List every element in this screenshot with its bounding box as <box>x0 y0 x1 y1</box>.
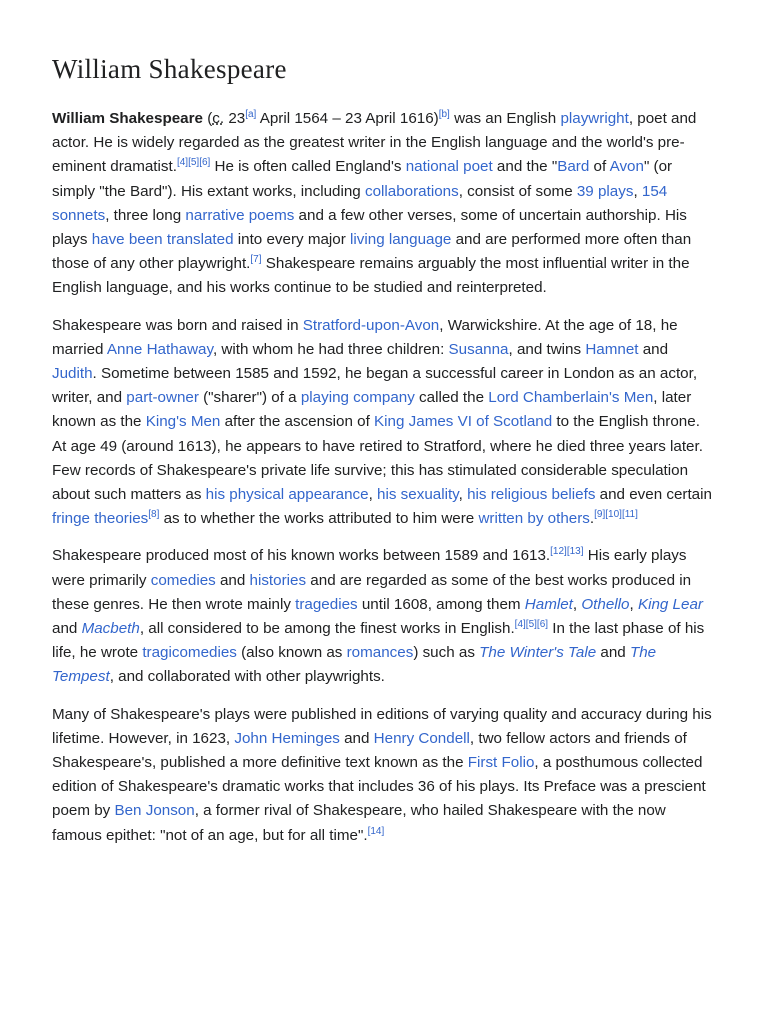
reference-marker <box>515 619 526 630</box>
article-link[interactable]: Susanna <box>448 340 509 358</box>
article-link[interactable]: Stratford-upon-Avon <box>302 316 440 334</box>
reference-link[interactable]: [10] <box>605 509 622 521</box>
text-run: Shakespeare produced most of his known works between 1589 and 1613. <box>52 547 551 565</box>
text-run: , and twins <box>508 340 586 358</box>
reference-marker <box>622 509 638 520</box>
text-run: into every major <box>233 231 351 249</box>
text-run: 23 <box>224 110 246 127</box>
article-link[interactable]: living language <box>350 231 452 249</box>
article-link-title[interactable]: Hamlet <box>524 595 573 613</box>
text-run: , consist of some <box>458 182 577 200</box>
text-run: and the " <box>492 158 558 176</box>
text-run: In the last phase of his life, he wrote <box>52 620 705 662</box>
paragraph <box>52 314 716 532</box>
text-run: April 1564 – 23 April 1616) <box>256 110 439 127</box>
text-run: , with whom he had three children: <box>212 340 449 358</box>
article-link-title[interactable]: The Tempest <box>52 644 657 686</box>
text-run: , two fellow actors and friends of Shakespeare's, published a more definitive text known as the <box>52 729 687 772</box>
article-link[interactable]: fringe theories <box>52 510 149 528</box>
article-link[interactable]: comedies <box>150 571 216 589</box>
paragraph <box>52 107 716 301</box>
reference-marker <box>567 546 584 557</box>
paragraph <box>52 703 716 848</box>
text-run: , <box>458 486 468 504</box>
article-link[interactable]: written by others <box>478 510 590 528</box>
article-link[interactable]: playwright <box>560 110 629 127</box>
text-run: until 1608, among them <box>357 595 525 613</box>
article-link[interactable]: Lord Chamberlain's Men <box>488 389 654 407</box>
text-run: " (or simply "the Bard"). His extant works, including <box>52 158 673 200</box>
text-run: ( <box>202 110 213 127</box>
text-run: , <box>629 595 638 613</box>
text-run: , a posthumous collected edition of Shakespeare's dramatic works that includes 36 of his plays. Its Preface was a prescient poem by <box>52 754 706 820</box>
article-link[interactable]: 154 sonnets <box>52 182 668 224</box>
reference-link[interactable]: [5] <box>188 157 200 169</box>
reference-marker <box>177 157 188 168</box>
article-link[interactable]: part-owner <box>126 389 199 407</box>
reference-marker <box>439 109 450 120</box>
article-link[interactable]: his religious beliefs <box>467 486 596 504</box>
reference-marker <box>199 157 210 168</box>
text-run: as to whether the works attributed to him were <box>159 510 479 528</box>
text-run: , three long <box>105 206 186 224</box>
text-run: and <box>596 644 630 662</box>
article-link[interactable]: romances <box>346 644 414 662</box>
text-run: Shakespeare was born and raised in <box>52 316 303 334</box>
article-body <box>52 107 716 848</box>
article-link-title[interactable]: The Winter's Tale <box>479 644 597 662</box>
text-run: and are performed more often than those of any other playwright. <box>52 231 692 273</box>
reference-link[interactable]: [4] <box>514 619 526 630</box>
article-link[interactable]: have been translated <box>91 231 234 249</box>
text-run: , <box>633 182 642 200</box>
text-run: after the ascension of <box>220 413 375 431</box>
article-link-title[interactable]: Othello <box>581 595 630 613</box>
article-link-title[interactable]: King Lear <box>637 595 703 613</box>
reference-link[interactable]: [5] <box>525 619 537 630</box>
article-link[interactable]: John Heminges <box>234 729 340 747</box>
article-link-title[interactable]: Macbeth <box>81 620 140 638</box>
article-link[interactable]: tragedies <box>295 595 358 613</box>
article-link[interactable]: First Folio <box>467 754 535 772</box>
article-link[interactable]: tragicomedies <box>142 644 237 662</box>
article-link[interactable]: Judith <box>52 365 93 383</box>
reference-marker <box>594 509 605 520</box>
article-subject: William Shakespeare <box>52 110 203 127</box>
article-link[interactable]: King's Men <box>145 413 221 431</box>
reference-link[interactable]: [14] <box>367 825 385 837</box>
text-run: . <box>589 510 595 528</box>
text-run: and are regarded as some of the best works produced in these genres. He then wrote mainly <box>52 571 692 613</box>
text-run: His early plays were primarily <box>52 547 687 589</box>
text-run: was an English <box>449 110 561 127</box>
article-link[interactable]: his sexuality <box>377 486 459 504</box>
reference-marker <box>537 619 548 630</box>
reference-marker <box>526 619 537 630</box>
text-run: and <box>339 729 374 747</box>
text-run: , all considered to be among the finest works in English. <box>139 620 515 638</box>
text-run: and <box>215 571 250 589</box>
article-link[interactable]: narrative poems <box>185 206 295 224</box>
reference-link[interactable]: [a] <box>245 108 257 120</box>
article-link[interactable]: Henry Condell <box>373 729 470 747</box>
article-link[interactable]: Avon <box>609 158 644 176</box>
reference-link[interactable]: [12] <box>550 546 567 558</box>
reference-marker <box>605 509 622 520</box>
article-link[interactable]: Ben Jonson <box>114 802 195 820</box>
text-run: , later known as the <box>52 389 692 431</box>
text-run: Many of Shakespeare's plays were published in editions of varying quality and accuracy during his lifetime. However, in 1623, <box>52 705 712 747</box>
text-run: , and collaborated with other playwrights. <box>109 668 385 686</box>
page-title: William Shakespeare <box>52 54 287 84</box>
article-link[interactable]: playing company <box>300 389 415 407</box>
article-link[interactable]: Bard <box>557 158 590 176</box>
text-run: , <box>572 595 582 613</box>
reference-marker <box>368 826 385 837</box>
text-run: called the <box>414 389 489 407</box>
text-run: (also known as <box>236 644 347 662</box>
article-link[interactable]: national poet <box>405 158 493 176</box>
reference-marker <box>550 546 567 557</box>
text-run: and even certain <box>595 486 712 504</box>
text-run: ) such as <box>413 644 480 662</box>
reference-link[interactable]: [7] <box>250 254 262 266</box>
reference-marker <box>245 109 256 120</box>
text-run: Shakespeare remains arguably the most influential writer in the English language, and his works continue to be studied and reinterpreted. <box>52 255 690 297</box>
text-run: of <box>589 158 610 176</box>
text-run: , <box>368 486 378 504</box>
reference-link[interactable]: [9] <box>594 509 606 521</box>
text-run: and a few other verses, some of uncertain authorship. His plays <box>52 206 687 249</box>
reference-link[interactable]: [6] <box>199 157 211 169</box>
text-run: He is often called England's <box>210 158 406 176</box>
article-link[interactable]: King James VI of Scotland <box>374 413 553 431</box>
reference-link[interactable]: [8] <box>148 509 160 521</box>
article-link[interactable]: collaborations <box>364 182 459 200</box>
article-link[interactable]: 39 plays <box>576 182 634 200</box>
text-run: , Warwickshire. At the age of 18, he married <box>52 316 678 358</box>
paragraph <box>52 544 716 689</box>
text-run: and <box>52 620 82 638</box>
reference-marker <box>148 509 159 520</box>
text-run: to the English throne. At age 49 (around 1613), he appears to have retired to Stratford, where he died three years later. Few records of Shakespeare's private life survive; this has stimulated considerable speculation about such matters as <box>52 413 703 504</box>
article-link[interactable]: histories <box>249 571 307 589</box>
reference-link[interactable]: [4] <box>176 157 189 169</box>
text-run: and <box>638 340 669 358</box>
text-run: . Sometime between 1585 and 1592, he began a successful career in London as an actor, writer, and <box>52 365 698 407</box>
text-run: , poet and actor. He is widely regarded as the greatest writer in the English language and the world's pre-eminent dramatist. <box>52 110 697 176</box>
reference-link[interactable]: [13] <box>566 546 584 558</box>
reference-marker <box>188 157 199 168</box>
article-link[interactable]: Anne Hathaway <box>106 340 213 358</box>
text-run: , a former rival of Shakespeare, who hailed Shakespeare with the now famous epithet: "not of an age, but for all time". <box>52 802 666 844</box>
text-run: ("sharer") of a <box>198 389 301 407</box>
article-link[interactable]: Hamnet <box>585 340 639 358</box>
reference-link[interactable]: [b] <box>438 108 450 120</box>
reference-marker <box>250 254 261 265</box>
reference-link[interactable]: [11] <box>621 509 638 521</box>
article-link[interactable]: his physical appearance <box>205 486 369 504</box>
reference-link[interactable]: [6] <box>536 619 549 630</box>
circa-abbreviation: c. <box>212 110 225 127</box>
